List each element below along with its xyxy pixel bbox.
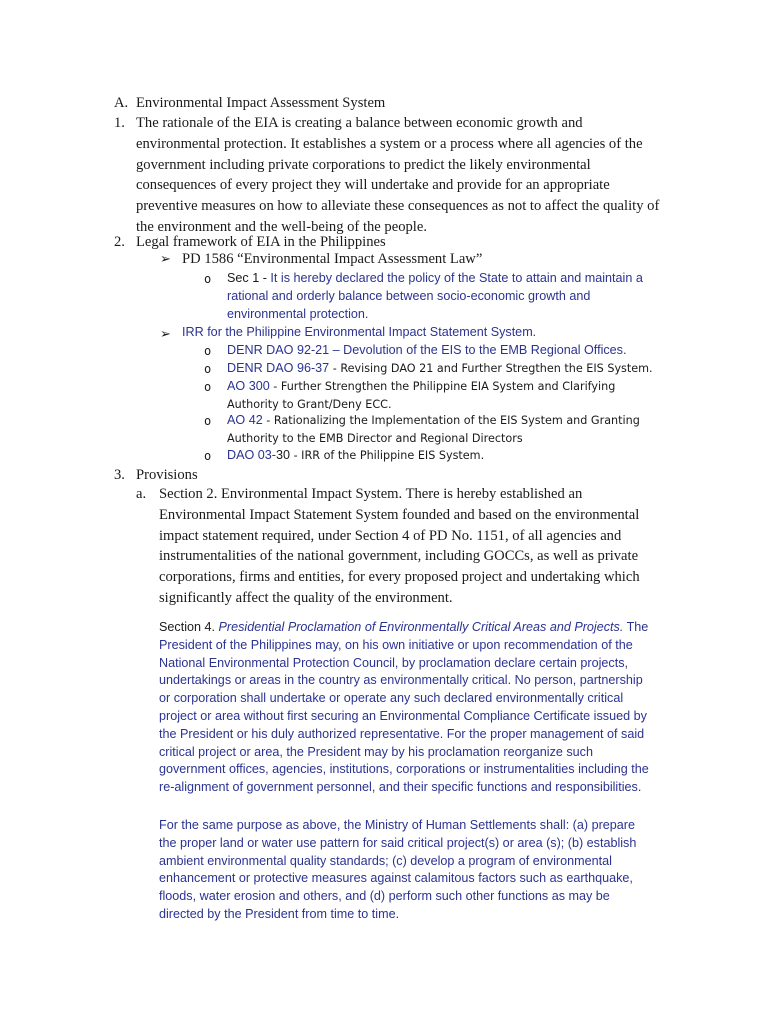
ao-300-code: AO 300 (227, 379, 270, 393)
paragraph-line: the President or his duly authorized representative. For the proper management of said (159, 726, 645, 741)
ao-300-desc: - Further Strengthen the Philippine EIA System and Clarifying (269, 380, 616, 393)
paragraph-line: National Environmental Protection Council, by proclamation declare certain projects, (159, 655, 629, 670)
circle-bullet-icon: o (204, 380, 212, 394)
sec-1-text (227, 270, 643, 323)
paragraph-line: ambient environmental quality standards; (c) develop a program of environmental (159, 853, 612, 868)
circle-bullet-icon: o (204, 272, 212, 286)
paragraph-line: Environmental Impact Statement System founded and based on the environmental (159, 506, 640, 523)
paragraph-line: directed by the President from time to time. (159, 906, 400, 921)
paragraph-line: government including private corporations to predict the likely environmental (136, 156, 591, 173)
paragraph-line: or corporation shall undertake or operate any such declared environmentally critical (159, 691, 624, 706)
dao-03-code: DAO 03- (227, 448, 276, 462)
dao-03-30-desc: - IRR of the Philippine EIS System. (290, 449, 485, 462)
paragraph-line: Section 2. Environmental Impact System. There is hereby established an (159, 486, 583, 502)
dao-03-30-text (227, 446, 484, 465)
circle-bullet-icon: o (204, 449, 212, 463)
paragraph-line: significantly affect the quality of the environment. (159, 589, 453, 606)
ministry-paragraph (159, 817, 636, 924)
section-4-paragraph (159, 619, 649, 797)
paragraph-line: the proper land or water use pattern for said critical project(s) or area (s); (b) establish (159, 835, 637, 850)
circle-bullet-icon: o (204, 344, 212, 358)
sub-item-marker: a. (136, 486, 147, 502)
paragraph-line: For the same purpose as above, the Ministry of Human Settlements shall: (a) prepare (159, 818, 635, 832)
paragraph-line: floods, water erosion and others, and (d) perform such other functions as may be (159, 889, 610, 904)
item-marker: 1. (114, 115, 125, 131)
paragraph-line: government offices, agencies, institutions, corporations or instrumentalities including the (159, 762, 649, 777)
sec-1-line: It is hereby declared the policy of the State to attain and maintain a (270, 271, 643, 285)
ao-42-desc-cont: Authority to the EMB Director and Regional Directors (227, 431, 523, 445)
circle-bullet-icon: o (204, 414, 212, 428)
paragraph-line: re-alignment of government personnel, and their specific functions and responsibilities. (159, 780, 642, 795)
circle-bullet-icon: o (204, 362, 212, 376)
sec-1-prefix: Sec 1 - (227, 271, 271, 285)
paragraph-line: project or area without first securing an Environmental Compliance Certificate issued by (159, 708, 647, 723)
rationale-paragraph (136, 113, 696, 238)
dao-96-37-desc: - Revising DAO 21 and Further Stregthen the EIS System. (329, 362, 653, 375)
irr-text: IRR for the Philippine Environmental Impact Statement System. (182, 325, 537, 339)
heading-text: Environmental Impact Assessment System (136, 95, 386, 111)
arrow-bullet-icon: ➢ (160, 252, 171, 267)
paragraph-line: President of the Philippines may, on his own initiative or upon recommendation of the (159, 637, 633, 652)
pd-1586-text: PD 1586 “Environmental Impact Assessment Law” (182, 251, 483, 267)
provisions-text: Provisions (136, 467, 198, 483)
paragraph-line: preventive measures on how to alleviate these consequences as not to affect the quality of (136, 198, 660, 215)
item-marker: 2. (114, 234, 125, 250)
sec-1-line: rational and orderly balance between socio-economic growth and (227, 288, 591, 303)
sec-1-line: environmental protection. (227, 306, 369, 321)
paragraph-line: critical project or area, the President may by his proclamation reorganize such (159, 744, 593, 759)
dao-03-code-suffix: 30 (276, 448, 291, 462)
dao-92-21-text: DENR DAO 92-21 – Devolution of the EIS to the EMB Regional Offices. (227, 343, 627, 357)
ao-42-text (227, 411, 640, 447)
ao-300-text (227, 377, 615, 413)
paragraph-line: corporations, firms and entities, for every proposed project and undertaking which (159, 569, 640, 586)
dao-96-37-code: DENR DAO 96-37 (227, 361, 330, 375)
paragraph-line: instrumentalities of the national government, including GOCCs, as well as private (159, 548, 639, 565)
heading-marker: A. (114, 95, 129, 111)
section-4-label: Section 4. (159, 620, 219, 634)
section-2-paragraph (159, 484, 640, 609)
paragraph-line: undertakings or areas in the country as environmentally critical. No person, partnership (159, 673, 643, 688)
paragraph-line: environmental protection. It establishes a system or a process where all agencies of the (136, 135, 643, 152)
ao-42-code: AO 42 (227, 413, 263, 427)
paragraph-line: The rationale of the EIA is creating a balance between economic growth and (136, 115, 583, 131)
paragraph-line: consequences of every project they will undertake and provide for an appropriate (136, 177, 610, 194)
section-4-title-tail: The (623, 620, 649, 634)
ao-300-desc-cont: Authority to Grant/Deny ECC. (227, 397, 392, 411)
dao-96-37-text (227, 359, 653, 378)
item-marker: 3. (114, 467, 125, 483)
ao-42-desc: - Rationalizing the Implementation of the EIS System and Granting (262, 414, 640, 427)
paragraph-line: impact statement required, under Section 4 of PD No. 1151, of all agencies and (159, 527, 622, 544)
section-4-title: Presidential Proclamation of Environmentally Critical Areas and Projects. (218, 620, 624, 634)
paragraph-line: the environment and the well-being of the people. (136, 218, 427, 235)
arrow-bullet-icon: ➢ (160, 327, 171, 342)
legal-framework-text: Legal framework of EIA in the Philippines (136, 234, 386, 250)
paragraph-line: enhancement or protective measures against calamitous factors such as earthquake, (159, 871, 633, 886)
